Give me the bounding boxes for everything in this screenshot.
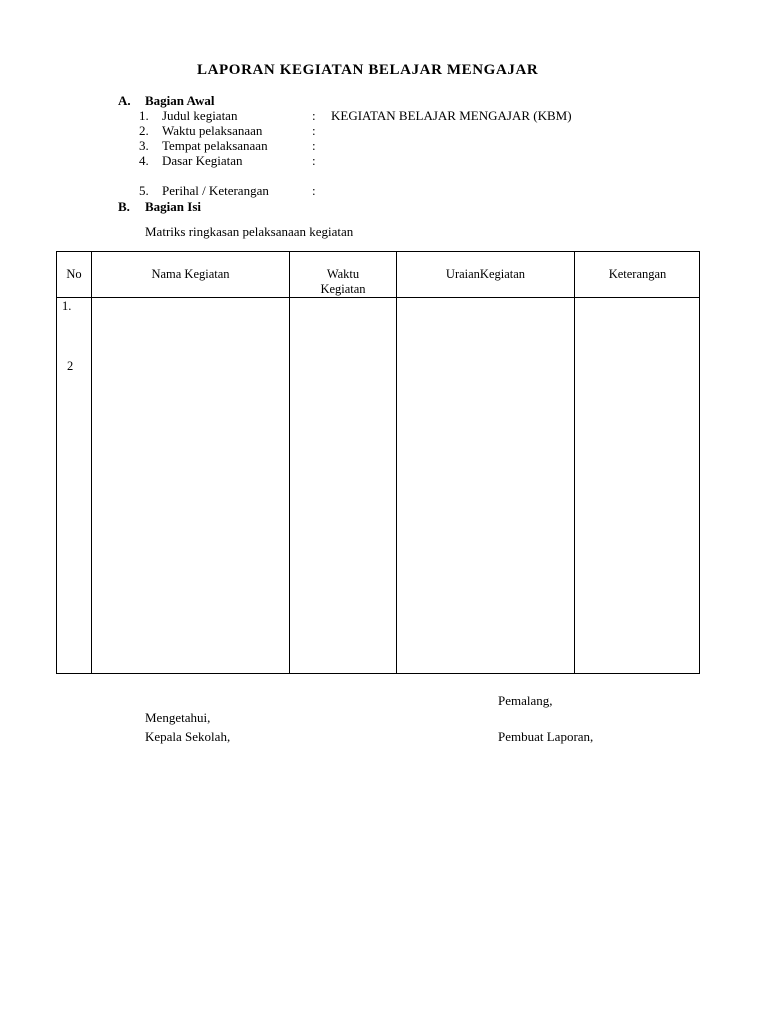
- table-header-uraian-kegiatan: UraianKegiatan: [445, 267, 526, 281]
- item-number: 4.: [139, 153, 149, 168]
- header-line: Waktu: [326, 267, 360, 281]
- signature-right-role: Pembuat Laporan,: [498, 729, 594, 744]
- item-colon: :: [312, 138, 316, 153]
- item-label: Dasar Kegiatan: [162, 153, 243, 168]
- section-b-heading: Bagian Isi: [145, 199, 201, 214]
- signature-place: Pemalang,: [498, 693, 553, 708]
- item-label: Judul kegiatan: [162, 108, 238, 123]
- table-header-keterangan: Keterangan: [608, 267, 667, 281]
- row-number: 2: [67, 359, 74, 373]
- section-a-marker: A.: [118, 93, 131, 108]
- column-divider: [574, 252, 575, 673]
- item-number: 5.: [139, 183, 149, 198]
- table-header-nama-kegiatan: Nama Kegiatan: [151, 267, 230, 281]
- item-number: 2.: [139, 123, 149, 138]
- item-colon: :: [312, 123, 316, 138]
- section-a-heading: Bagian Awal: [145, 93, 215, 108]
- activity-matrix-table: [56, 251, 700, 674]
- section-b-intro: Matriks ringkasan pelaksanaan kegiatan: [145, 224, 354, 239]
- header-divider: [57, 297, 699, 298]
- item-label: Tempat pelaksanaan: [162, 138, 268, 153]
- item-colon: :: [312, 108, 316, 123]
- item-value: KEGIATAN BELAJAR MENGAJAR (KBM): [331, 108, 572, 123]
- column-divider: [396, 252, 397, 673]
- row-number: 1.: [62, 299, 72, 313]
- item-number: 3.: [139, 138, 149, 153]
- table-header-waktu-kegiatan: [290, 267, 396, 297]
- signature-left-role: Kepala Sekolah,: [145, 729, 231, 744]
- item-colon: :: [312, 153, 316, 168]
- page-title: LAPORAN KEGIATAN BELAJAR MENGAJAR: [197, 62, 539, 78]
- header-line: Kegiatan: [320, 282, 366, 296]
- column-divider: [289, 252, 290, 673]
- signature-acknowledged: Mengetahui,: [145, 710, 211, 725]
- item-label: Waktu pelaksanaan: [162, 123, 263, 138]
- item-label: Perihal / Keterangan: [162, 183, 269, 198]
- table-header-no: No: [66, 267, 82, 281]
- item-number: 1.: [139, 108, 149, 123]
- section-b-marker: B.: [118, 199, 130, 214]
- column-divider: [91, 252, 92, 673]
- item-colon: :: [312, 183, 316, 198]
